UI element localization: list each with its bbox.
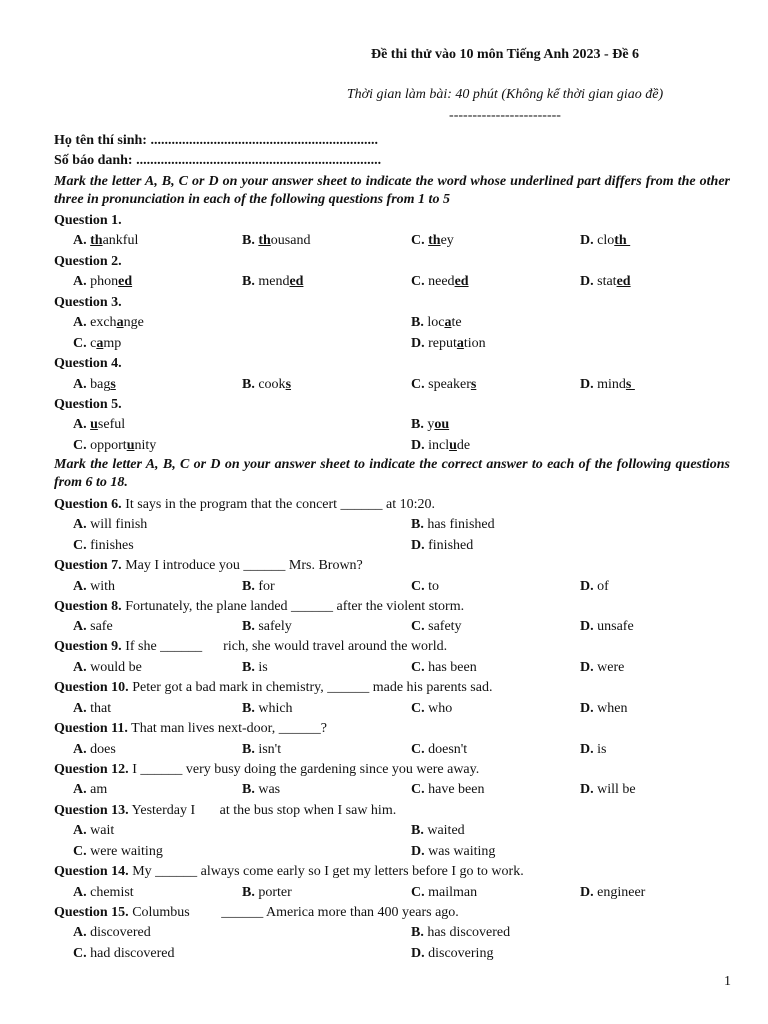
option-letter: B. xyxy=(411,417,424,432)
option-underlined-part: th xyxy=(258,233,271,248)
option-text: does xyxy=(90,742,116,757)
question-7 xyxy=(54,556,363,576)
option-text: has been xyxy=(428,660,477,675)
option-text: have been xyxy=(428,782,485,797)
question-text: Yesterday I at the bus stop when I saw him. xyxy=(131,803,397,818)
question-8-option-a[interactable] xyxy=(73,617,113,637)
option-letter: A. xyxy=(73,925,87,940)
option-text: mailman xyxy=(428,885,478,900)
option-letter: A. xyxy=(73,782,87,797)
option-letter: D. xyxy=(411,946,425,961)
question-4-option-a[interactable] xyxy=(73,375,116,395)
question-12-option-a[interactable] xyxy=(73,780,107,800)
option-text-suffix: nity xyxy=(134,438,157,453)
candidate-name-label: Họ tên thí sinh: xyxy=(54,133,147,148)
option-text-suffix: mp xyxy=(103,336,122,351)
question-1-option-b[interactable] xyxy=(242,231,310,251)
question-9 xyxy=(54,637,447,657)
option-text-prefix: exch xyxy=(90,315,117,330)
option-text: with xyxy=(90,579,116,594)
candidate-id-field xyxy=(54,151,381,171)
option-letter: B. xyxy=(411,925,424,940)
question-label: Question 3. xyxy=(54,295,122,310)
option-text: unsafe xyxy=(597,619,634,634)
option-text-prefix: opport xyxy=(90,438,127,453)
option-letter: B. xyxy=(242,233,255,248)
option-underlined-part: a xyxy=(456,336,464,351)
question-3-option-c[interactable] xyxy=(73,334,121,354)
option-underlined-part: a xyxy=(96,336,104,351)
option-letter: D. xyxy=(580,701,594,716)
question-label: Question 14. xyxy=(54,864,129,879)
question-15-option-c[interactable] xyxy=(73,944,174,964)
question-text: Peter got a bad mark in chemistry, ______ made his parents sad. xyxy=(132,680,493,695)
option-letter: A. xyxy=(73,233,87,248)
option-letter: D. xyxy=(411,336,425,351)
option-text: were waiting xyxy=(90,844,163,859)
question-label: Question 9. xyxy=(54,639,122,654)
question-13-option-b[interactable] xyxy=(411,821,465,841)
option-text: waited xyxy=(427,823,465,838)
option-letter: C. xyxy=(411,377,425,392)
option-text-prefix: phon xyxy=(90,274,119,289)
question-7-option-b[interactable] xyxy=(242,577,275,597)
option-text: safe xyxy=(90,619,113,634)
option-text-prefix: cook xyxy=(258,377,286,392)
option-letter: B. xyxy=(411,315,424,330)
option-text: were xyxy=(597,660,625,675)
option-text: which xyxy=(258,701,293,716)
question-13-option-a[interactable] xyxy=(73,821,114,841)
option-text: am xyxy=(90,782,108,797)
option-underlined-part: ed xyxy=(289,274,304,289)
option-letter: D. xyxy=(411,438,425,453)
option-letter: D. xyxy=(580,377,594,392)
question-6 xyxy=(54,495,435,515)
option-letter: D. xyxy=(580,274,594,289)
option-letter: A. xyxy=(73,417,87,432)
option-text-prefix: mind xyxy=(597,377,626,392)
option-text-prefix: need xyxy=(428,274,455,289)
question-7-option-d[interactable] xyxy=(580,577,609,597)
option-letter: C. xyxy=(411,579,425,594)
option-letter: C. xyxy=(73,438,87,453)
option-underlined-part: u xyxy=(126,438,135,453)
option-text: discovered xyxy=(90,925,151,940)
option-text: porter xyxy=(258,885,292,900)
question-text: May I introduce you ______ Mrs. Brown? xyxy=(125,558,363,573)
question-label: Question 2. xyxy=(54,254,122,269)
question-9-option-c[interactable] xyxy=(411,658,477,678)
option-text: when xyxy=(597,701,628,716)
question-8-option-c[interactable] xyxy=(411,617,462,637)
question-5-option-c[interactable] xyxy=(73,436,156,456)
question-6-option-a[interactable] xyxy=(73,515,147,535)
question-6-option-d[interactable] xyxy=(411,536,473,556)
question-4-option-b[interactable] xyxy=(242,375,291,395)
option-letter: D. xyxy=(411,538,425,553)
option-underlined-part: ed xyxy=(118,274,133,289)
option-text-prefix: stat xyxy=(597,274,617,289)
question-6-option-c[interactable] xyxy=(73,536,134,556)
question-10-option-c[interactable] xyxy=(411,699,452,719)
option-letter: A. xyxy=(73,660,87,675)
option-letter: B. xyxy=(242,701,255,716)
question-15-option-d[interactable] xyxy=(411,944,493,964)
option-letter: C. xyxy=(73,946,87,961)
option-letter: D. xyxy=(580,579,594,594)
candidate-id-label: Số báo danh: xyxy=(54,153,133,168)
question-text: It says in the program that the concert ______ at 10:20. xyxy=(125,497,436,512)
question-14-option-a[interactable] xyxy=(73,883,134,903)
option-letter: A. xyxy=(73,742,87,757)
option-text: has discovered xyxy=(427,925,511,940)
question-text: My ______ always come early so I get my letters before I go to work. xyxy=(132,864,524,879)
option-letter: D. xyxy=(580,619,594,634)
instruction-part-1: Mark the letter A, B, C or D on your answer sheet to indicate the word whose underlined part differs from the other three in pronunciation in each of the following questions from 1 to 5 xyxy=(54,174,730,207)
option-letter: C. xyxy=(411,660,425,675)
option-letter: C. xyxy=(411,274,425,289)
question-1-option-c[interactable] xyxy=(411,231,454,251)
option-underlined-part: ou xyxy=(434,417,450,432)
question-label: Question 11. xyxy=(54,721,128,736)
question-8 xyxy=(54,597,464,617)
option-text: isn't xyxy=(258,742,282,757)
question-5-option-b[interactable] xyxy=(411,415,449,435)
question-label: Question 1. xyxy=(54,213,122,228)
option-text-suffix: ankful xyxy=(102,233,139,248)
question-14-option-c[interactable] xyxy=(411,883,477,903)
option-underlined-part: s xyxy=(470,377,477,392)
option-letter: C. xyxy=(73,538,87,553)
option-underlined-part: ed xyxy=(616,274,631,289)
question-3 xyxy=(54,293,122,313)
question-2-option-b[interactable] xyxy=(242,272,303,292)
option-text: will be xyxy=(597,782,636,797)
time-info: Thời gian làm bài: 40 phút (Không kể thời gian giao đề) xyxy=(346,87,664,102)
option-underlined-part: s xyxy=(285,377,292,392)
question-10 xyxy=(54,678,492,698)
option-letter: B. xyxy=(411,823,424,838)
question-12-option-d[interactable] xyxy=(580,780,636,800)
question-13 xyxy=(54,801,396,821)
document-title: Đề thi thử vào 10 môn Tiếng Anh 2023 - Đề 6 xyxy=(370,47,640,62)
question-13-option-d[interactable] xyxy=(411,842,495,862)
question-label: Question 15. xyxy=(54,905,129,920)
question-10-option-a[interactable] xyxy=(73,699,111,719)
option-text-suffix: de xyxy=(456,438,471,453)
option-text-suffix: tion xyxy=(463,336,486,351)
question-label: Question 6. xyxy=(54,497,122,512)
question-label: Question 10. xyxy=(54,680,129,695)
question-15-option-a[interactable] xyxy=(73,923,151,943)
question-14 xyxy=(54,862,524,882)
question-text: That man lives next-door, ______? xyxy=(131,721,327,736)
option-letter: B. xyxy=(242,782,255,797)
option-text: would be xyxy=(90,660,142,675)
question-7-option-a[interactable] xyxy=(73,577,115,597)
question-11-option-c[interactable] xyxy=(411,740,467,760)
option-text: of xyxy=(597,579,609,594)
option-letter: B. xyxy=(411,517,424,532)
option-letter: B. xyxy=(242,885,255,900)
question-12 xyxy=(54,760,479,780)
option-text: finished xyxy=(428,538,474,553)
page-number: 1 xyxy=(724,974,731,989)
candidate-name-dots: ................................................................. xyxy=(150,133,378,148)
question-2-option-c[interactable] xyxy=(411,272,469,292)
question-11-option-a[interactable] xyxy=(73,740,116,760)
question-8-option-d[interactable] xyxy=(580,617,634,637)
option-letter: C. xyxy=(411,742,425,757)
option-letter: B. xyxy=(242,619,255,634)
option-text-suffix: seful xyxy=(97,417,126,432)
question-3-option-a[interactable] xyxy=(73,313,144,333)
option-letter: A. xyxy=(73,377,87,392)
question-label: Question 7. xyxy=(54,558,122,573)
question-11-option-b[interactable] xyxy=(242,740,281,760)
option-letter: D. xyxy=(580,233,594,248)
option-text-prefix: mend xyxy=(258,274,290,289)
divider-dashes: ------------------------ xyxy=(449,108,561,123)
instruction-part-2: Mark the letter A, B, C or D on your answer sheet to indicate the correct answer to each of the following questions from 6 to 18. xyxy=(54,457,730,490)
question-1-option-d[interactable] xyxy=(580,231,630,251)
question-1 xyxy=(54,211,122,231)
question-7-option-c[interactable] xyxy=(411,577,439,597)
option-letter: D. xyxy=(411,844,425,859)
question-label: Question 5. xyxy=(54,397,122,412)
option-letter: D. xyxy=(580,885,594,900)
question-label: Question 12. xyxy=(54,762,129,777)
option-text-suffix: ousand xyxy=(270,233,311,248)
option-text: to xyxy=(428,579,440,594)
option-underlined-part: ed xyxy=(454,274,469,289)
question-label: Question 4. xyxy=(54,356,122,371)
option-letter: B. xyxy=(242,377,255,392)
option-letter: B. xyxy=(242,579,255,594)
question-14-option-d[interactable] xyxy=(580,883,645,903)
question-5-option-a[interactable] xyxy=(73,415,125,435)
question-label: Question 8. xyxy=(54,599,122,614)
question-13-option-c[interactable] xyxy=(73,842,163,862)
question-14-option-b[interactable] xyxy=(242,883,292,903)
question-12-option-c[interactable] xyxy=(411,780,484,800)
option-letter: B. xyxy=(242,660,255,675)
option-underlined-part: th xyxy=(428,233,441,248)
question-4-option-c[interactable] xyxy=(411,375,476,395)
option-letter: D. xyxy=(580,742,594,757)
option-letter: A. xyxy=(73,823,87,838)
question-3-option-d[interactable] xyxy=(411,334,486,354)
option-letter: C. xyxy=(411,782,425,797)
option-text: doesn't xyxy=(428,742,468,757)
question-2 xyxy=(54,252,122,272)
option-text-suffix: nge xyxy=(123,315,144,330)
question-text: Fortunately, the plane landed ______ after the violent storm. xyxy=(125,599,465,614)
question-4 xyxy=(54,354,122,374)
option-text-prefix: reput xyxy=(428,336,457,351)
option-letter: A. xyxy=(73,274,87,289)
option-text: safely xyxy=(258,619,292,634)
option-letter: D. xyxy=(580,782,594,797)
option-text: discovering xyxy=(428,946,494,961)
option-text-prefix: y xyxy=(427,417,435,432)
option-letter: D. xyxy=(580,660,594,675)
option-letter: B. xyxy=(242,274,255,289)
option-text: wait xyxy=(90,823,115,838)
option-text: is xyxy=(258,660,268,675)
option-underlined-part: th xyxy=(90,233,103,248)
question-15 xyxy=(54,903,459,923)
option-text: for xyxy=(258,579,275,594)
option-underlined-part: a xyxy=(116,315,124,330)
option-letter: C. xyxy=(411,233,425,248)
option-text: had discovered xyxy=(90,946,175,961)
option-text: was xyxy=(258,782,281,797)
option-text: who xyxy=(428,701,453,716)
question-text: I ______ very busy doing the gardening since you were away. xyxy=(132,762,480,777)
question-label: Question 13. xyxy=(54,803,129,818)
question-text: Columbus ______ America more than 400 years ago. xyxy=(132,905,459,920)
candidate-name-field xyxy=(54,131,378,151)
question-11-option-d[interactable] xyxy=(580,740,606,760)
option-text: that xyxy=(90,701,112,716)
option-text-prefix: c xyxy=(90,336,97,351)
question-10-option-b[interactable] xyxy=(242,699,293,719)
option-letter: A. xyxy=(73,579,87,594)
option-text: will finish xyxy=(90,517,148,532)
question-4-option-d[interactable] xyxy=(580,375,635,395)
question-text: If she ______ rich, she would travel around the world. xyxy=(125,639,448,654)
option-text: engineer xyxy=(597,885,646,900)
option-letter: C. xyxy=(411,701,425,716)
question-9-option-b[interactable] xyxy=(242,658,268,678)
question-5 xyxy=(54,395,122,415)
option-text: was waiting xyxy=(428,844,496,859)
option-text-prefix: clo xyxy=(597,233,615,248)
option-text-prefix: bag xyxy=(90,377,111,392)
question-6-option-b[interactable] xyxy=(411,515,495,535)
option-letter: C. xyxy=(411,619,425,634)
question-8-option-b[interactable] xyxy=(242,617,292,637)
option-letter: C. xyxy=(73,844,87,859)
question-9-option-a[interactable] xyxy=(73,658,142,678)
option-underlined-part: s xyxy=(625,377,635,392)
question-2-option-a[interactable] xyxy=(73,272,132,292)
option-letter: A. xyxy=(73,315,87,330)
question-9-option-d[interactable] xyxy=(580,658,624,678)
option-letter: C. xyxy=(73,336,87,351)
option-text-suffix: ey xyxy=(440,233,454,248)
option-underlined-part: a xyxy=(444,315,452,330)
option-text: has finished xyxy=(427,517,495,532)
option-underlined-part: u xyxy=(90,417,98,432)
option-underlined-part: th xyxy=(614,233,631,248)
option-text: chemist xyxy=(90,885,134,900)
candidate-id-dots: ...................................................................... xyxy=(136,153,382,168)
option-letter: A. xyxy=(73,885,87,900)
question-3-option-b[interactable] xyxy=(411,313,462,333)
question-15-option-b[interactable] xyxy=(411,923,510,943)
option-letter: A. xyxy=(73,619,87,634)
option-letter: B. xyxy=(242,742,255,757)
question-12-option-b[interactable] xyxy=(242,780,280,800)
option-text-prefix: speaker xyxy=(428,377,471,392)
option-letter: A. xyxy=(73,701,87,716)
option-letter: A. xyxy=(73,517,87,532)
option-underlined-part: s xyxy=(110,377,116,392)
question-5-option-d[interactable] xyxy=(411,436,470,456)
option-text-prefix: loc xyxy=(427,315,445,330)
option-text: safety xyxy=(428,619,462,634)
option-text-prefix: incl xyxy=(428,438,450,453)
option-text-suffix: te xyxy=(451,315,462,330)
question-1-option-a[interactable] xyxy=(73,231,138,251)
question-11 xyxy=(54,719,327,739)
option-text: is xyxy=(597,742,607,757)
question-10-option-d[interactable] xyxy=(580,699,627,719)
option-text: finishes xyxy=(90,538,134,553)
option-letter: C. xyxy=(411,885,425,900)
question-2-option-d[interactable] xyxy=(580,272,631,292)
option-underlined-part: u xyxy=(449,438,457,453)
